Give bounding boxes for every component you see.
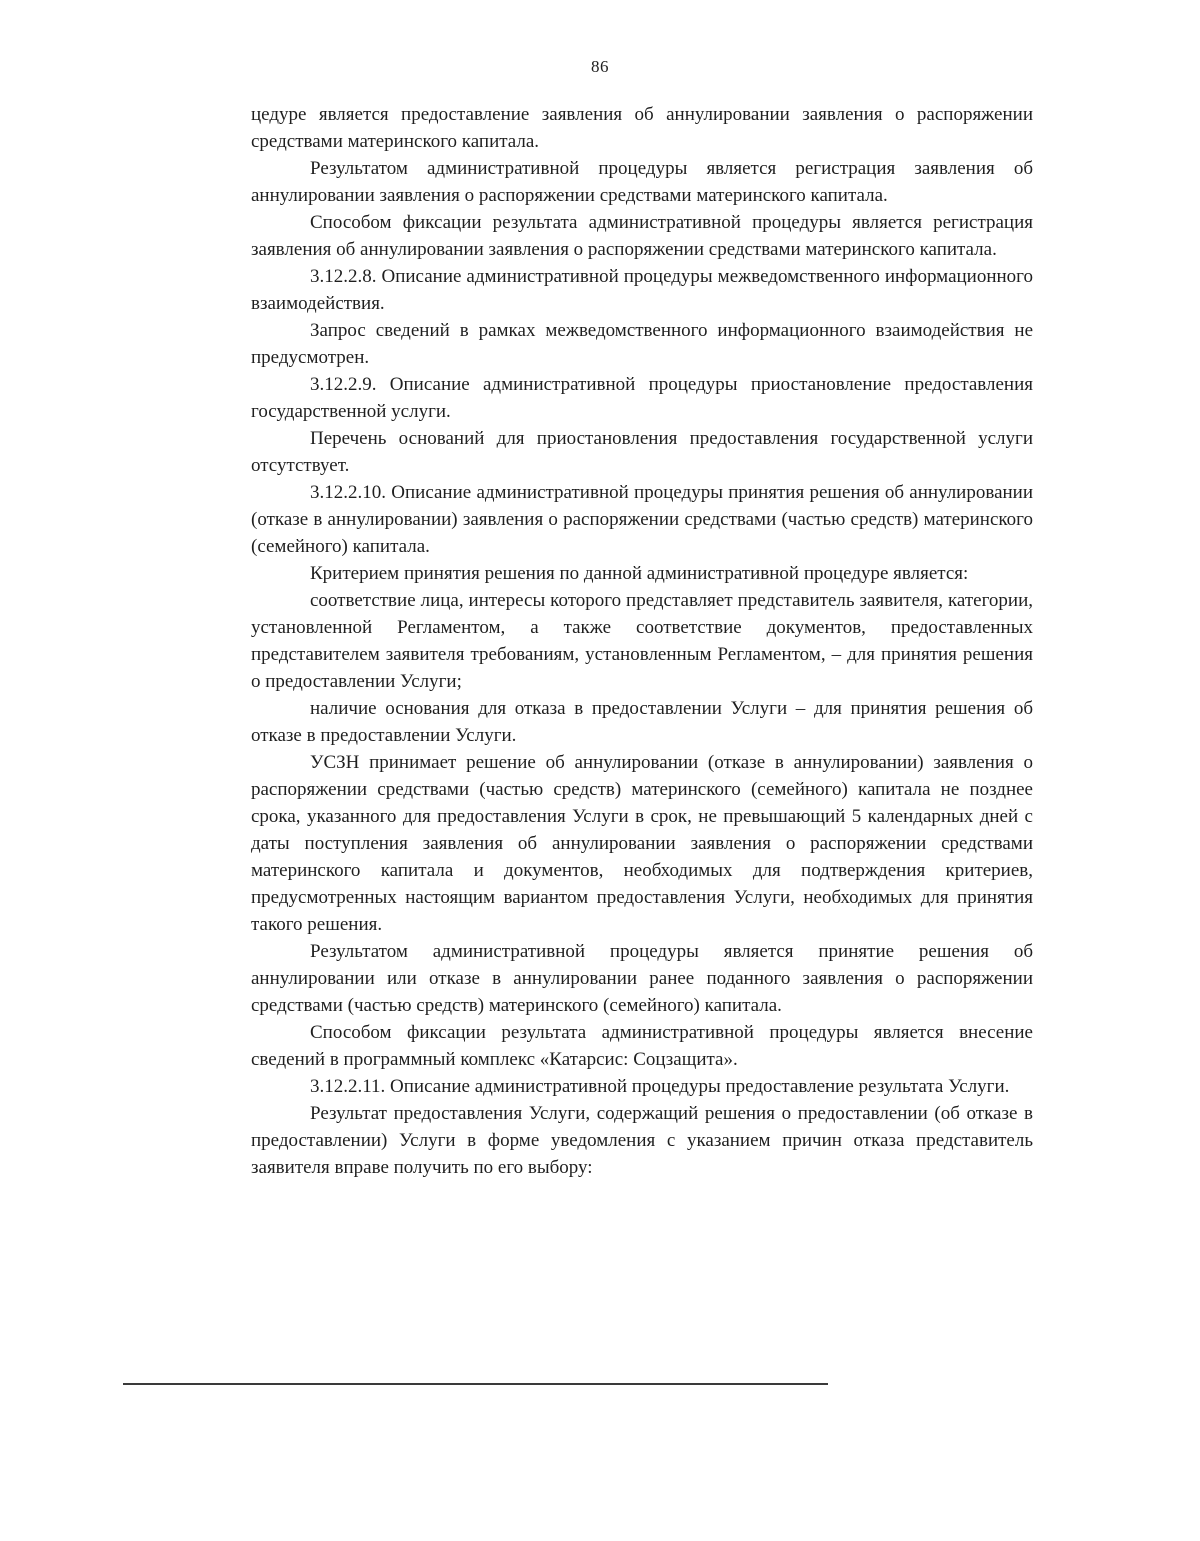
section-heading: 3.12.2.10. Описание административной процедуры принятия решения об аннулировании (отказе в аннулировании) заявления о распоряжении средствами (частью средств) материнского (семейного) капитала. [251,482,1033,557]
page-number: 86 [591,57,609,76]
document-body [251,101,1033,1181]
paragraph: Результатом административной процедуры является принятие решения об аннулировании или отказе в аннулировании ранее поданного заявления о распоряжении средствами (частью средств) материнского (семейного) капитала. [251,941,1033,1016]
list-item: соответствие лица, интересы которого представляет представитель заявителя, категории, установленной Регламентом, а также соответствие документов, предоставленных представителем заявителя требованиям, установленным Регламентом, – для принятия решения о предоставлении Услуги; [251,590,1033,692]
footer-divider [123,1383,828,1385]
paragraph: Результат предоставления Услуги, содержащий решения о предоставлении (об отказе в предоставлении) Услуги в форме уведомления с указанием причин отказа представитель заявителя вправе получить по его выбору: [251,1103,1033,1178]
paragraph: Критерием принятия решения по данной административной процедуре является: [310,563,969,584]
paragraph: УСЗН принимает решение об аннулировании (отказе в аннулировании) заявления о распоряжении средствами (частью средств) материнского (семейного) капитала не позднее срока, указанного для предоставления Услуги в срок, не превышающий 5 календарных дней с даты поступления заявления об аннулировании заявления о распоряжении средствами материнского капитала и документов, необходимых для подтверждения критериев, предусмотренных настоящим вариантом предоставления Услуги, необходимых для принятия такого решения. [251,752,1033,935]
section-heading: 3.12.2.9. Описание административной процедуры приостановление предоставления государственной услуги. [251,374,1033,422]
section-heading: 3.12.2.11. Описание административной процедуры предоставление результата Услуги. [310,1076,1010,1097]
paragraph: цедуре является предоставление заявления об аннулировании заявления о распоряжении средствами материнского капитала. [251,104,1033,152]
paragraph: Результатом административной процедуры является регистрация заявления об аннулировании заявления о распоряжении средствами материнского капитала. [251,158,1033,206]
section-heading: 3.12.2.8. Описание административной процедуры межведомственного информационного взаимодействия. [251,266,1033,314]
paragraph: Перечень оснований для приостановления предоставления государственной услуги отсутствует. [251,428,1033,476]
list-item: наличие основания для отказа в предоставлении Услуги – для принятия решения об отказе в предоставлении Услуги. [251,698,1033,746]
paragraph: Запрос сведений в рамках межведомственного информационного взаимодействия не предусмотрен. [251,320,1033,368]
paragraph: Способом фиксации результата административной процедуры является внесение сведений в программный комплекс «Катарсис: Соцзащита». [251,1022,1033,1070]
paragraph: Способом фиксации результата административной процедуры является регистрация заявления об аннулировании заявления о распоряжении средствами материнского капитала. [251,212,1033,260]
